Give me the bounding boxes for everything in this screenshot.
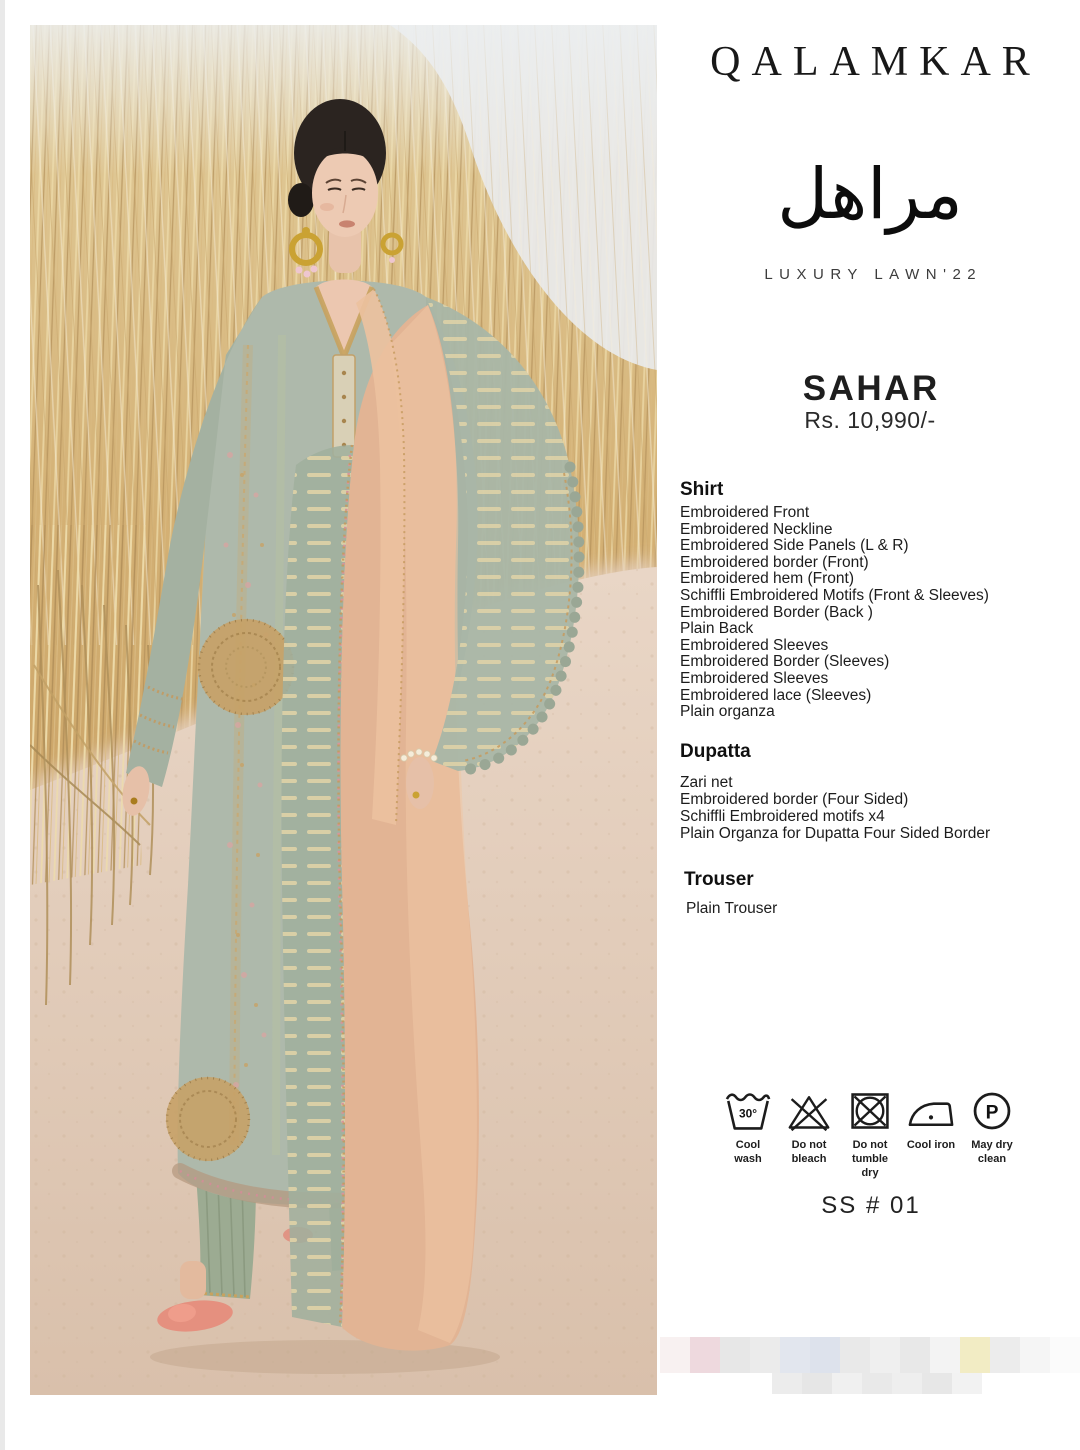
care-label: May dry clean bbox=[971, 1139, 1013, 1165]
list-item: Embroidered Border (Back ) bbox=[680, 603, 873, 621]
care-label: Cool wash bbox=[734, 1139, 762, 1165]
care-item-cool-wash bbox=[721, 1089, 775, 1180]
care-item-do-not-tumble-dry bbox=[843, 1089, 897, 1180]
shirt-details-list bbox=[680, 505, 989, 721]
do-not-tumble-dry-icon bbox=[846, 1089, 894, 1133]
photo-illustration bbox=[30, 25, 657, 1395]
product-name: SAHAR bbox=[802, 369, 940, 408]
gold-doily-medallion bbox=[198, 619, 294, 715]
model-photo bbox=[30, 25, 657, 1395]
care-item-cool-iron bbox=[904, 1089, 958, 1180]
shirt-heading: Shirt bbox=[680, 479, 724, 500]
dupatta-heading: Dupatta bbox=[680, 741, 751, 762]
care-label: Cool iron bbox=[906, 1139, 956, 1151]
style-code: SS # 01 bbox=[821, 1192, 921, 1219]
trouser-details-list bbox=[686, 900, 777, 917]
list-item: Plain Organza for Dupatta Four Sided Border bbox=[680, 825, 991, 842]
list-item: Embroidered Neckline bbox=[680, 520, 833, 538]
list-item: Schiffli Embroidered Motifs (Front & Sleeves) bbox=[680, 586, 989, 604]
watermark-row-2 bbox=[772, 1373, 982, 1394]
gold-ring bbox=[131, 798, 138, 805]
list-item: Plain Trouser bbox=[686, 900, 778, 917]
list-item: Embroidered Side Panels (L & R) bbox=[680, 537, 909, 555]
page-left-edge bbox=[0, 0, 5, 1450]
gold-doily-medallion-lower bbox=[166, 1077, 250, 1161]
care-instructions bbox=[660, 1089, 1080, 1180]
list-item: Plain organza bbox=[680, 703, 775, 721]
do-not-bleach-icon bbox=[785, 1089, 833, 1133]
gold-ring-right bbox=[413, 792, 420, 799]
brand-arabic-logo: مراهل bbox=[777, 153, 963, 235]
list-item: Embroidered border (Four Sided) bbox=[680, 791, 909, 808]
trouser-heading: Trouser bbox=[684, 869, 754, 890]
brand-name: QALAMKAR bbox=[710, 39, 1041, 85]
wash-30-icon bbox=[724, 1089, 772, 1133]
list-item: Embroidered Border (Sleeves) bbox=[680, 653, 890, 671]
care-item-do-not-bleach bbox=[782, 1089, 836, 1180]
cool-iron-icon bbox=[907, 1089, 955, 1133]
care-label: Do not tumble dry bbox=[851, 1139, 889, 1179]
list-item: Embroidered Sleeves bbox=[680, 636, 829, 654]
list-item: Embroidered lace (Sleeves) bbox=[680, 686, 872, 704]
product-price: Rs. 10,990/- bbox=[804, 407, 936, 433]
collection-name: LUXURY LAWN'22 bbox=[764, 266, 983, 283]
list-item: Embroidered Front bbox=[680, 504, 810, 521]
watermark-row-1 bbox=[660, 1337, 1080, 1373]
list-item: Embroidered border (Front) bbox=[680, 553, 869, 571]
dry-clean-p-icon bbox=[968, 1089, 1016, 1133]
wash-temp-label: 30° bbox=[738, 1106, 758, 1121]
dupatta-details-list bbox=[680, 774, 990, 842]
list-item: Embroidered hem (Front) bbox=[680, 570, 855, 588]
care-label: Do not bleach bbox=[791, 1139, 827, 1165]
info-panel bbox=[660, 0, 1080, 1450]
hair-bun bbox=[288, 183, 314, 217]
list-item: Embroidered Sleeves bbox=[680, 669, 829, 687]
list-item: Plain Back bbox=[680, 620, 754, 638]
care-item-dry-clean bbox=[965, 1089, 1019, 1180]
list-item: Zari net bbox=[680, 774, 733, 791]
list-item: Schiffli Embroidered motifs x4 bbox=[680, 808, 885, 825]
dry-clean-letter: P bbox=[985, 1102, 999, 1124]
